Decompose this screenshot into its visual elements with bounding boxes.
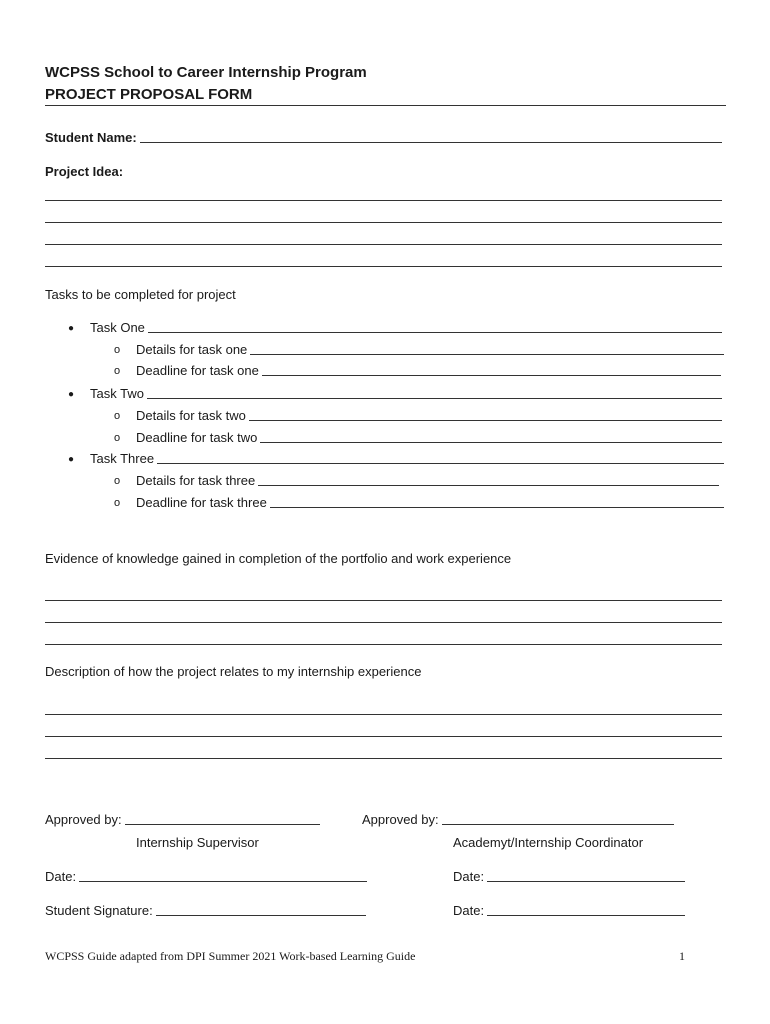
sub-bullet-icon: o	[114, 410, 121, 422]
task-one-details-label: Details for task one	[136, 342, 248, 357]
tasks-heading: Tasks to be completed for project	[45, 287, 236, 302]
task-two-field[interactable]	[90, 386, 722, 402]
student-signature-line[interactable]	[156, 915, 366, 916]
form-title: PROJECT PROPOSAL FORM	[45, 86, 253, 103]
date-label: Date:	[453, 903, 485, 918]
task-one-line[interactable]	[148, 332, 722, 333]
task-two-line[interactable]	[147, 398, 722, 399]
task-one-field[interactable]	[90, 320, 722, 336]
approved-by-supervisor-field[interactable]	[45, 812, 320, 828]
sub-bullet-icon: o	[114, 344, 121, 356]
task-three-details-field[interactable]	[136, 473, 719, 489]
sub-bullet-icon: o	[114, 432, 121, 444]
task-three-details-line[interactable]	[258, 485, 719, 486]
task-one-details-line[interactable]	[250, 354, 724, 355]
student-date-line[interactable]	[487, 915, 685, 916]
student-date-field[interactable]	[453, 903, 685, 919]
task-two-deadline-line[interactable]	[260, 442, 722, 443]
approved-by-coordinator-line[interactable]	[442, 824, 674, 825]
description-label: Description of how the project relates to my internship experience	[45, 664, 422, 679]
sub-bullet-icon: o	[114, 365, 121, 377]
task-two-details-field[interactable]	[136, 408, 722, 424]
task-three-details-label: Details for task three	[136, 473, 256, 488]
evidence-line-1[interactable]	[45, 600, 722, 601]
form-program-title: WCPSS School to Career Internship Program	[45, 64, 367, 81]
internship-supervisor-caption: Internship Supervisor	[136, 835, 259, 850]
task-one-details-field[interactable]	[136, 342, 724, 358]
description-line-1[interactable]	[45, 714, 722, 715]
student-name-field[interactable]	[45, 130, 722, 146]
task-one-deadline-line[interactable]	[262, 375, 721, 376]
task-two-details-label: Details for task two	[136, 408, 246, 423]
coordinator-date-field[interactable]	[453, 869, 685, 885]
task-one-deadline-field[interactable]	[136, 363, 721, 379]
evidence-label: Evidence of knowledge gained in completion of the portfolio and work experience	[45, 551, 512, 566]
task-one-deadline-label: Deadline for task one	[136, 363, 259, 378]
date-label: Date:	[45, 869, 77, 884]
student-name-label: Student Name:	[45, 130, 137, 145]
bullet-icon: ●	[68, 454, 75, 465]
approved-by-label: Approved by:	[45, 812, 122, 827]
task-one-label: Task One	[90, 320, 145, 335]
task-two-deadline-field[interactable]	[136, 430, 722, 446]
project-idea-line-1[interactable]	[45, 200, 722, 201]
task-two-deadline-label: Deadline for task two	[136, 430, 258, 445]
footer-source-note: WCPSS Guide adapted from DPI Summer 2021 Work-based Learning Guide	[45, 949, 416, 963]
coordinator-caption: Academyt/Internship Coordinator	[453, 835, 644, 850]
task-three-field[interactable]	[90, 451, 724, 467]
project-idea-line-3[interactable]	[45, 244, 722, 245]
task-three-deadline-label: Deadline for task three	[136, 495, 267, 510]
project-idea-label: Project Idea:	[45, 164, 124, 179]
coordinator-date-line[interactable]	[487, 881, 685, 882]
header-divider	[45, 105, 726, 106]
task-two-label: Task Two	[90, 386, 144, 401]
project-idea-line-2[interactable]	[45, 222, 722, 223]
student-signature-field[interactable]	[45, 903, 366, 919]
student-name-line[interactable]	[140, 142, 722, 143]
date-label: Date:	[453, 869, 485, 884]
task-two-details-line[interactable]	[249, 420, 722, 421]
approved-by-coordinator-field[interactable]	[362, 812, 674, 828]
supervisor-date-line[interactable]	[79, 881, 367, 882]
bullet-icon: ●	[68, 389, 75, 400]
sub-bullet-icon: o	[114, 475, 121, 487]
task-three-line[interactable]	[157, 463, 724, 464]
sub-bullet-icon: o	[114, 497, 121, 509]
description-line-3[interactable]	[45, 758, 722, 759]
task-three-deadline-line[interactable]	[270, 507, 724, 508]
approved-by-label: Approved by:	[362, 812, 439, 827]
approved-by-supervisor-line[interactable]	[125, 824, 320, 825]
task-three-label: Task Three	[90, 451, 155, 466]
page-number: 1	[679, 949, 685, 963]
student-signature-label: Student Signature:	[45, 903, 153, 918]
supervisor-date-field[interactable]	[45, 869, 367, 885]
project-idea-line-4[interactable]	[45, 266, 722, 267]
bullet-icon: ●	[68, 323, 75, 334]
evidence-line-2[interactable]	[45, 622, 722, 623]
description-line-2[interactable]	[45, 736, 722, 737]
task-three-deadline-field[interactable]	[136, 495, 724, 511]
evidence-line-3[interactable]	[45, 644, 722, 645]
